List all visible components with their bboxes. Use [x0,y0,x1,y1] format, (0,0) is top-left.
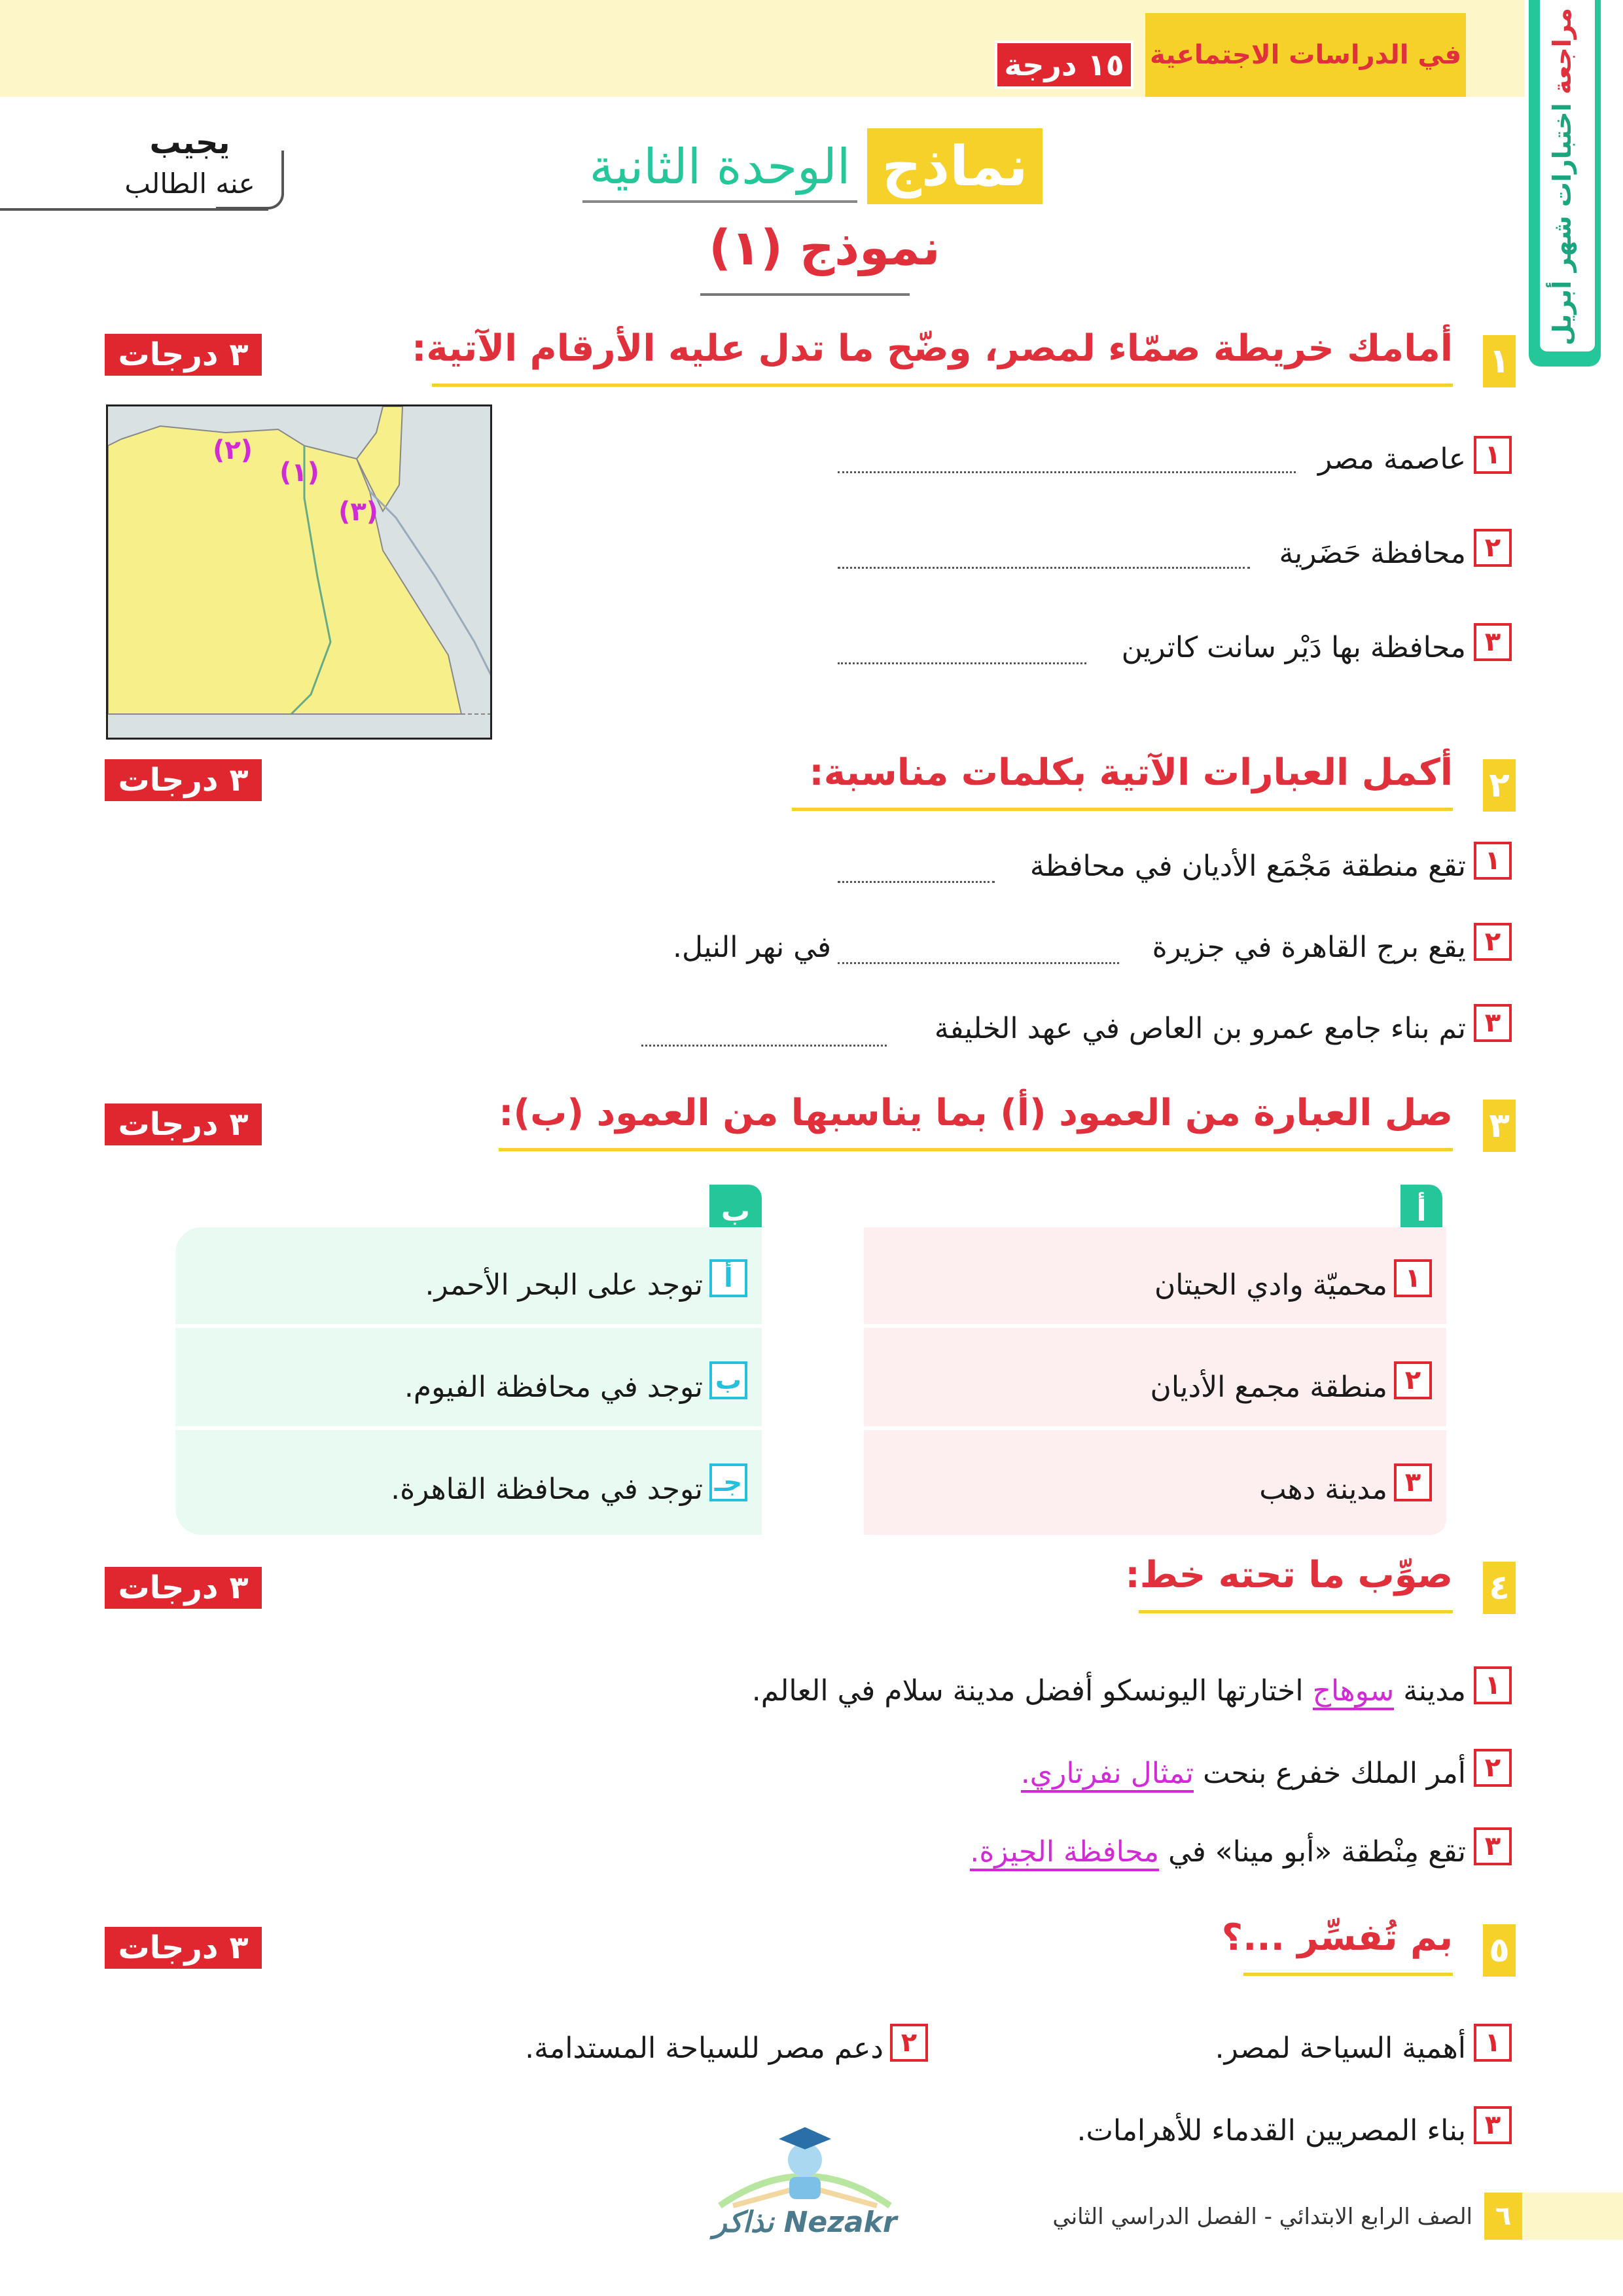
side-tab-title: اختبارات شهر أبريل [1548,103,1577,346]
s1-item-3-number: ٣ [1474,623,1512,661]
s4-item-3-underlined: محافظة الجيزة. [970,1835,1159,1871]
s1-item-2-text: محافظة حَضَرية [1279,537,1466,570]
section-3-score: ٣ درجات [105,1103,262,1145]
section-4-title: صوِّب ما تحته خط: [1125,1554,1453,1596]
s4-item-1-underlined: سوهاج [1313,1674,1395,1710]
s2-item-3-text: تم بناء جامع عمرو بن العاص في عهد الخليفة [934,1012,1466,1045]
title-highlight: نماذج [867,128,1043,204]
map-label-2: (٢) [213,435,253,465]
page-number: ٦ [1484,2193,1522,2240]
section-1-number: ١ [1483,335,1516,387]
s4-item-2-sentence [694,1754,1466,1793]
s1-item-2-number: ٢ [1474,529,1512,567]
s2-item-2-answer-line[interactable] [838,962,1119,964]
column-a-separator [864,1324,1446,1328]
s4-item-1-number: ١ [1474,1666,1512,1704]
side-tab-text [1548,7,1587,347]
section-1-title: أمامك خريطة صمّاء لمصر، وضّح ما تدل عليه الأرقام الآتية: [412,327,1453,370]
logo-latin: Nezakr [783,2206,897,2239]
col-b-item-3-letter[interactable]: جـ [709,1463,747,1501]
s4-item-2-number: ٢ [1474,1749,1512,1787]
col-a-item-3-number[interactable]: ٣ [1394,1463,1432,1501]
side-tab-brand: مراجعة [1548,8,1577,95]
section-4-score: ٣ درجات [105,1567,262,1609]
s5-item-1-text: أهمية السياحة لمصر. [1215,2032,1466,2065]
section-4-underline [1139,1610,1453,1613]
col-b-item-1-letter[interactable]: أ [709,1259,747,1297]
s5-item-2-number: ٢ [890,2024,928,2062]
logo-body [789,2177,821,2199]
section-5-score: ٣ درجات [105,1927,262,1969]
section-2-underline [792,808,1453,811]
s2-item-3-number: ٣ [1474,1004,1512,1042]
student-label-line1: يجيب [149,124,230,161]
egypt-blank-map [106,404,492,740]
column-a-separator [864,1426,1446,1430]
col-a-item-1-number[interactable]: ١ [1394,1259,1432,1297]
s4-item-3-before: تقع مِنْطقة «أبو مينا» في [1168,1835,1466,1869]
s4-item-2-underlined: تمثال نفرتاري. [1021,1757,1194,1793]
s2-item-1-text: تقع منطقة مَجْمَع الأديان في محافظة [1029,850,1466,883]
s4-item-1-after: اختارتها اليونسكو أفضل مدينة سلام في العالم. [751,1674,1304,1708]
column-a-label: أ [1400,1185,1442,1237]
s2-item-2-number: ٢ [1474,923,1512,961]
s1-item-1-answer-line[interactable] [838,471,1296,473]
section-3-title: صل العبارة من العمود (أ) بما يناسبها من العمود (ب): [499,1092,1453,1134]
nezakr-logo [694,2108,916,2258]
model-title: نموذج (١) [709,220,940,276]
s5-item-3-number: ٣ [1474,2106,1512,2144]
s5-item-1-number: ١ [1474,2024,1512,2062]
section-1-underline [432,384,1453,387]
section-5-number: ٥ [1483,1924,1516,1977]
s4-item-3-sentence [694,1833,1466,1872]
unit-title: الوحدة الثانية [589,139,851,195]
section-2-number: ٢ [1483,759,1516,812]
s2-item-2-text: يقع برج القاهرة في جزيرة [1152,931,1466,964]
s5-item-3-text: بناء المصريين القدماء للأهرامات. [1077,2114,1466,2147]
section-1-score: ٣ درجات [105,334,262,376]
s4-item-3-number: ٣ [1474,1827,1512,1865]
s2-item-2-text-after: في نهر النيل. [673,931,831,964]
s2-item-3-answer-line[interactable] [641,1045,887,1047]
logo-arabic: نذاكر [713,2206,774,2239]
student-label-line2: عنه الطالب [124,168,255,200]
s5-item-2-text: دعم مصر للسياحة المستدامة. [525,2032,883,2065]
s2-item-1-number: ١ [1474,842,1512,880]
section-4-number: ٤ [1483,1562,1516,1614]
section-3-number: ٣ [1483,1100,1516,1152]
col-b-item-2-text: توجد في محافظة الفيوم. [404,1371,703,1404]
column-b-separator [175,1324,762,1328]
section-3-underline [499,1148,1453,1151]
section-5-underline [1243,1973,1453,1976]
s4-item-1-before: مدينة [1403,1674,1466,1708]
col-b-item-3-text: توجد في محافظة القاهرة. [391,1473,703,1506]
col-a-item-2-number[interactable]: ٢ [1394,1361,1432,1399]
map-svg [108,406,492,740]
col-a-item-1-text: محميّة وادي الحيتان [1154,1268,1387,1302]
s1-item-3-text: محافظة بها دَيْر سانت كاترين [1121,631,1466,664]
col-b-item-1-text: توجد على البحر الأحمر. [425,1268,703,1302]
logo-cap [779,2127,831,2149]
subject-label: في الدراسات الاجتماعية [1145,13,1466,97]
s4-item-1-sentence [694,1672,1466,1711]
col-b-item-2-letter[interactable]: ب [709,1361,747,1399]
section-2-score: ٣ درجات [105,759,262,801]
total-grade-badge: ١٥ درجة [995,41,1133,89]
s1-item-3-answer-line[interactable] [838,662,1086,664]
footer-text: الصف الرابع الابتدائي - الفصل الدراسي الثاني [1052,2204,1472,2230]
student-label-curve [216,151,284,209]
col-a-item-3-text: مدينة دهب [1259,1473,1387,1506]
s1-item-2-answer-line[interactable] [838,567,1250,569]
map-label-3: (٣) [338,497,378,527]
s1-item-1-number: ١ [1474,436,1512,474]
map-label-1: (١) [279,457,319,488]
footer-band [1522,2193,1623,2240]
s2-item-1-answer-line[interactable] [838,881,995,883]
s1-item-1-text: عاصمة مصر [1317,442,1466,476]
unit-title-underline [582,200,857,203]
section-2-title: أكمل العبارات الآتية بكلمات مناسبة: [809,751,1453,794]
logo-graphic [694,2108,916,2219]
column-b-label: ب [709,1185,762,1237]
column-b-separator [175,1426,762,1430]
section-5-title: بم تُفسِّر ...؟ [1221,1916,1453,1959]
col-a-item-2-text: منطقة مجمع الأديان [1150,1371,1387,1404]
logo-text [694,2206,916,2239]
s4-item-2-before: أمر الملك خفرع بنحت [1203,1757,1466,1790]
model-title-underline [700,293,910,296]
